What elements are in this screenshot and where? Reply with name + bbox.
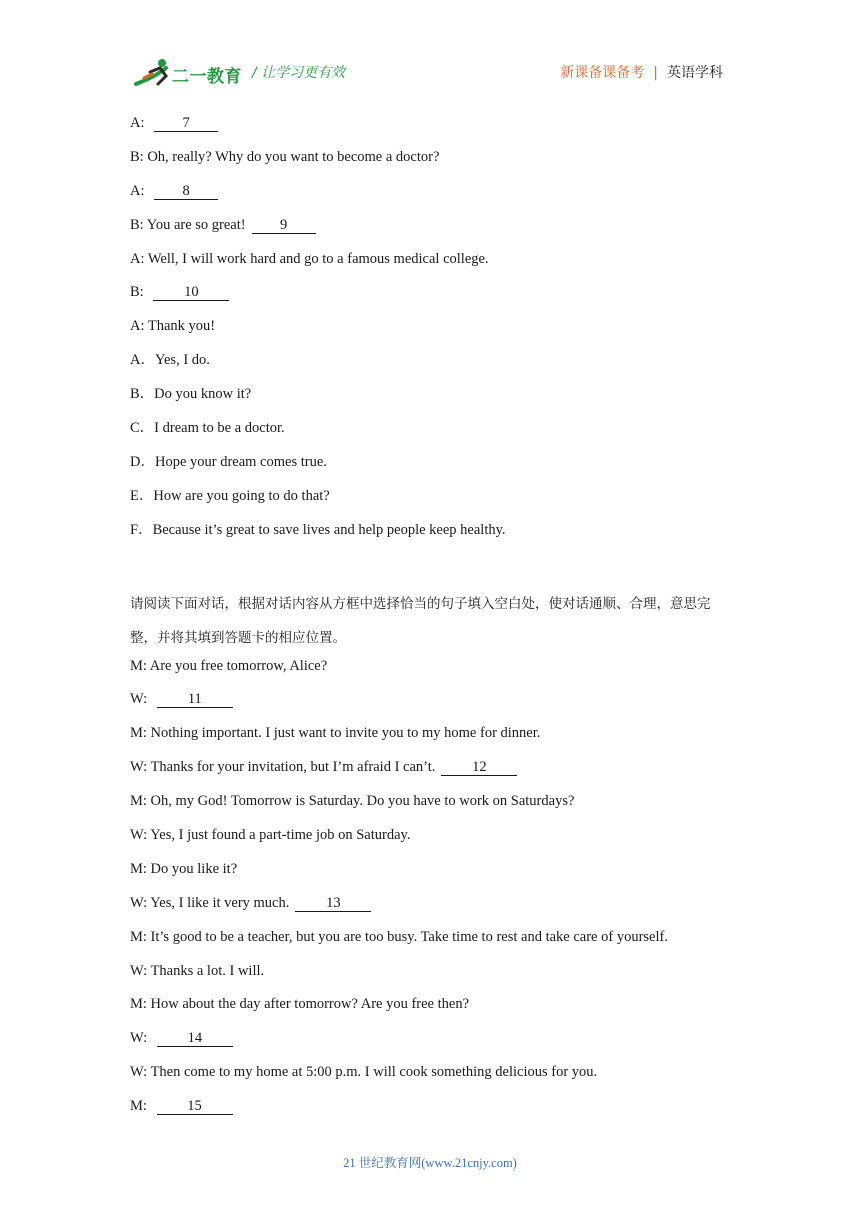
- answer-blank[interactable]: 15: [157, 1098, 233, 1115]
- dialogue-text: Do you like it?: [150, 860, 238, 877]
- speaker-label: W:: [130, 691, 148, 708]
- speaker-label: A:: [130, 250, 145, 267]
- dialogue-line: [130, 248, 730, 282]
- speaker-label: W:: [130, 1030, 148, 1047]
- dialogue-line: [130, 281, 730, 315]
- header-separator: |: [653, 65, 658, 81]
- answer-blank[interactable]: 7: [154, 115, 218, 132]
- speaker-label: M:: [130, 928, 147, 945]
- option-item: D．Hope your dream comes true.: [130, 453, 327, 470]
- dialogue-text: Yes, I just found a part-time job on Saturday.: [150, 827, 411, 844]
- dialogue-line: [130, 993, 730, 1027]
- answer-blank[interactable]: 8: [154, 183, 218, 200]
- dialogue-two: [130, 655, 730, 1129]
- speaker-label: M:: [130, 657, 147, 674]
- dialogue-text: It’s good to be a teacher, but you are too busy. Take time to rest and take care of yourself.: [150, 928, 668, 945]
- option-item: B．Do you know it?: [130, 386, 252, 403]
- dialogue-line: [130, 960, 730, 994]
- speaker-label: W:: [130, 827, 148, 844]
- speaker-label: A:: [130, 115, 145, 131]
- dialogue-line: [130, 146, 730, 180]
- answer-blank[interactable]: 10: [153, 284, 229, 301]
- answer-blank[interactable]: 11: [157, 691, 233, 708]
- dialogue-text: Thanks a lot. I will.: [150, 962, 265, 979]
- dialogue-text: Well, I will work hard and go to a famous medical college.: [147, 250, 489, 267]
- speaker-label: B:: [130, 284, 144, 301]
- dialogue-line: [130, 892, 730, 926]
- slogan: / 让学习更有效: [252, 65, 346, 81]
- speaker-label: M:: [130, 793, 147, 810]
- section-gap: [130, 553, 730, 587]
- dialogue-line: [130, 756, 730, 790]
- speaker-label: M:: [130, 725, 147, 742]
- dialogue-line: [130, 1027, 730, 1061]
- header-subject-label: 英语学科: [667, 65, 723, 81]
- dialogue-line: [130, 214, 730, 248]
- speaker-label: W:: [130, 1064, 148, 1081]
- logo-text: 二一教育: [172, 67, 242, 87]
- speaker-label: B:: [130, 148, 144, 165]
- option-item: F．Because it’s great to save lives and help people keep healthy.: [130, 521, 506, 538]
- speaker-label: M:: [130, 996, 147, 1013]
- dialogue-line: [130, 790, 730, 824]
- speaker-label: W:: [130, 759, 148, 776]
- document-body: [130, 112, 730, 1129]
- option-item: C．I dream to be a doctor.: [130, 420, 285, 437]
- header-right: [560, 62, 723, 82]
- dialogue-text: Yes, I like it very much.: [150, 894, 290, 911]
- option-item: E．How are you going to do that?: [130, 487, 330, 504]
- slogan-text: 让学习更有效: [261, 65, 346, 81]
- dialogue-line: [130, 655, 730, 689]
- instruction-text: 请阅读下面对话，根据对话内容从方框中选择恰当的句子填入空白处，使对话通顺、合理，意思完整，并将其填到答题卡的相应位置。: [130, 595, 711, 646]
- dialogue-text: How about the day after tomorrow? Are you free then?: [150, 996, 470, 1013]
- dialogue-text: Thanks for your invitation, but I’m afraid I can’t.: [150, 759, 436, 776]
- speaker-label: M:: [130, 860, 147, 877]
- speaker-label: B:: [130, 216, 144, 233]
- option-list: [130, 349, 730, 552]
- answer-blank[interactable]: 9: [252, 217, 316, 234]
- dialogue-text: Thank you!: [147, 318, 216, 335]
- speaker-label: A:: [130, 318, 145, 335]
- dialogue-text: Oh, my God! Tomorrow is Saturday. Do you have to work on Saturdays?: [150, 793, 575, 810]
- dialogue-line: [130, 722, 730, 756]
- page-header: [0, 0, 860, 100]
- dialogue-text: Are you free tomorrow, Alice?: [149, 657, 328, 674]
- answer-blank[interactable]: 14: [157, 1030, 233, 1047]
- dialogue-line: [130, 112, 730, 146]
- dialogue-line: [130, 926, 730, 960]
- dialogue-text: Then come to my home at 5:00 p.m. I will cook something delicious for you.: [150, 1064, 598, 1081]
- speaker-label: W:: [130, 962, 148, 979]
- speaker-label: M:: [130, 1098, 147, 1115]
- dialogue-one: [130, 112, 730, 349]
- answer-blank[interactable]: 13: [295, 895, 371, 912]
- dialogue-line: [130, 858, 730, 892]
- answer-blank[interactable]: 12: [441, 759, 517, 776]
- header-course-label: 新课备课备考: [560, 65, 645, 81]
- dialogue-line: [130, 824, 730, 858]
- dialogue-text: You are so great!: [146, 216, 246, 233]
- dialogue-text: Nothing important. I just want to invite you to my home for dinner.: [150, 725, 541, 742]
- dialogue-line: [130, 180, 730, 214]
- dialogue-line: [130, 315, 730, 349]
- dialogue-text: Oh, really? Why do you want to become a doctor?: [147, 148, 440, 165]
- speaker-label: W:: [130, 894, 148, 911]
- dialogue-line: [130, 1061, 730, 1095]
- speaker-label: A:: [130, 182, 145, 199]
- dialogue-line: [130, 688, 730, 722]
- dialogue-line: [130, 1095, 730, 1129]
- page-footer: 21 世纪教育网(www.21cnjy.com): [343, 1156, 517, 1170]
- option-item: A．Yes, I do.: [130, 352, 210, 369]
